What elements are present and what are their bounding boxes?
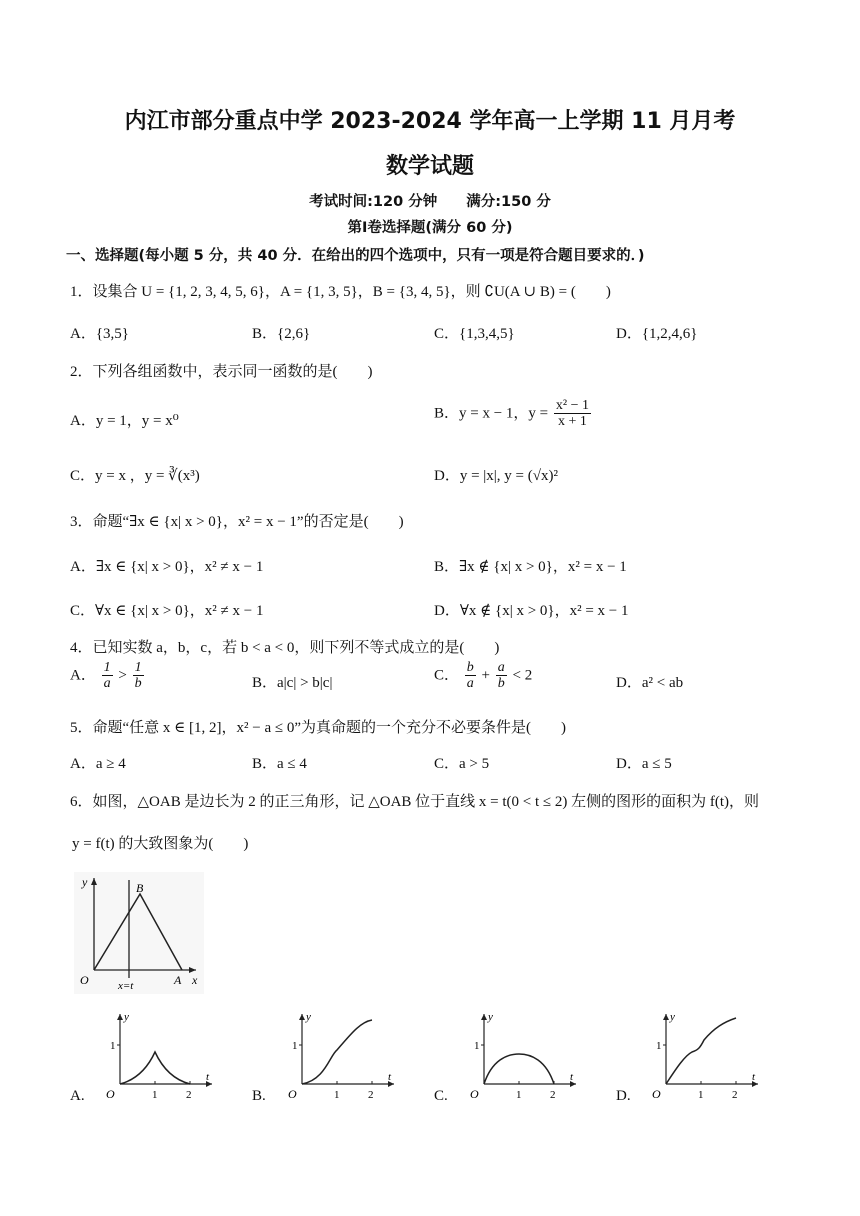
graph-tick-1: 1 bbox=[698, 1089, 704, 1101]
graph-tick-y1: 1 bbox=[474, 1040, 480, 1052]
fraction-denominator: b bbox=[134, 676, 142, 692]
exam-title: 内江市部分重点中学 2023-2024 学年高一上学期 11 月月考 bbox=[124, 109, 736, 134]
q6-option-b-label: B. bbox=[252, 1088, 266, 1104]
q1-option-c: C．{1,3,4,5} bbox=[434, 326, 515, 342]
q5-option-a: A．a ≥ 4 bbox=[70, 756, 126, 772]
fraction-denominator: a bbox=[466, 676, 474, 692]
q6-graph-a[interactable] bbox=[98, 1010, 218, 1106]
fraction-numerator: b bbox=[466, 660, 474, 675]
graph-tick-y1: 1 bbox=[656, 1040, 662, 1052]
exam-time-score: 考试时间:120 分钟 满分:150 分 bbox=[309, 194, 551, 210]
q1-option-d: D．{1,2,4,6} bbox=[616, 326, 698, 342]
fig-line-label: x=t bbox=[118, 980, 134, 992]
question-1: 1．设集合 U = {1, 2, 3, 4, 5, 6}，A = {1, 3, 5}，B = {3, 4, 5}，则 ∁U(A ∪ B) = ( ) bbox=[70, 284, 611, 300]
q3-option-c: C．∀x ∈ {x| x > 0}，x² ≠ x − 1 bbox=[70, 603, 264, 619]
graph-t-label: t bbox=[570, 1071, 574, 1083]
fraction-numerator: 1 bbox=[134, 660, 142, 675]
graph-y-label: y bbox=[670, 1011, 675, 1023]
fig-a-label: A bbox=[174, 973, 182, 987]
curve-c bbox=[484, 1054, 554, 1084]
q6-graph-d[interactable] bbox=[644, 1010, 764, 1106]
fraction-denominator: a bbox=[103, 676, 111, 692]
graph-axes bbox=[481, 1014, 576, 1087]
q2-option-c: C．y = x ，y = ∛(x³) bbox=[70, 468, 200, 484]
graph-axes bbox=[663, 1014, 758, 1087]
q6-option-d-label: D. bbox=[616, 1088, 631, 1104]
q4-option-b: B．a|c| > b|c| bbox=[252, 675, 333, 691]
fraction-denominator: x + 1 bbox=[557, 414, 587, 430]
graph-o-label: O bbox=[288, 1087, 297, 1101]
q4-a-operator: > bbox=[118, 667, 127, 684]
graph-tick-y1: 1 bbox=[110, 1040, 116, 1052]
q6-option-c-label: C. bbox=[434, 1088, 448, 1104]
q2-option-a: A．y = 1，y = x⁰ bbox=[70, 413, 179, 429]
graph-tick-1: 1 bbox=[516, 1089, 522, 1101]
q4-c-plus: + bbox=[481, 667, 490, 684]
q1-option-a: A．{3,5} bbox=[70, 326, 129, 342]
graph-axes bbox=[299, 1014, 394, 1087]
q4-c-tail: < 2 bbox=[512, 667, 533, 684]
graph-y-label: y bbox=[306, 1011, 311, 1023]
graph-tick-2: 2 bbox=[186, 1089, 192, 1101]
triangle-figure bbox=[74, 872, 204, 994]
q3-option-d: D．∀x ∉ {x| x > 0}，x² = x − 1 bbox=[434, 603, 629, 619]
graph-t-label: t bbox=[206, 1071, 210, 1083]
section-heading: 一、选择题(每小题 5 分，共 40 分．在给出的四个选项中，只有一项是符合题目要求的．) bbox=[66, 248, 645, 264]
graph-t-label: t bbox=[752, 1071, 756, 1083]
graph-tick-1: 1 bbox=[152, 1089, 158, 1101]
curve-a bbox=[120, 1052, 190, 1084]
curve-b bbox=[302, 1020, 372, 1084]
question-6: 6．如图，△OAB 是边长为 2 的正三角形，记 △OAB 位于直线 x = t(0 < t ≤ 2) 左侧的图形的面积为 f(t)，则 bbox=[70, 794, 760, 810]
q3-option-b: B．∃x ∉ {x| x > 0}，x² = x − 1 bbox=[434, 559, 627, 575]
question-2: 2．下列各组函数中，表示同一函数的是( ) bbox=[70, 364, 373, 380]
fig-o-label: O bbox=[80, 973, 89, 987]
q6-option-graphs bbox=[68, 1010, 818, 1110]
fraction-numerator: a bbox=[497, 660, 505, 675]
q1-option-b: B．{2,6} bbox=[252, 326, 311, 342]
fraction-numerator: x² − 1 bbox=[555, 398, 589, 413]
q6-graph-b[interactable] bbox=[280, 1010, 400, 1106]
q4-c-fraction-2 bbox=[496, 660, 507, 692]
fig-x-label: x bbox=[192, 973, 198, 987]
graph-y-label: y bbox=[488, 1011, 493, 1023]
part-heading: 第Ⅰ卷选择题(满分 60 分) bbox=[347, 220, 513, 236]
graph-t-label: t bbox=[388, 1071, 392, 1083]
q6-graph-c[interactable] bbox=[462, 1010, 582, 1106]
fraction-denominator: b bbox=[497, 676, 505, 692]
q2-option-b-text: B．y = x − 1，y = bbox=[434, 405, 549, 422]
graph-tick-2: 2 bbox=[732, 1089, 738, 1101]
exam-subject: 数学试题 bbox=[385, 154, 474, 179]
question-5: 5．命题“任意 x ∈ [1, 2]，x² − a ≤ 0”为真命题的一个充分不必要条件是( ) bbox=[70, 720, 566, 736]
q2-option-d: D．y = |x|, y = (√x)² bbox=[434, 468, 558, 484]
question-4: 4．已知实数 a，b，c，若 b < a < 0，则下列不等式成立的是( ) bbox=[70, 640, 500, 656]
graph-tick-2: 2 bbox=[550, 1089, 556, 1101]
graph-tick-2: 2 bbox=[368, 1089, 374, 1101]
q4-c-fraction-1 bbox=[465, 660, 476, 692]
q4-option-d: D．a² < ab bbox=[616, 675, 684, 691]
graph-tick-y1: 1 bbox=[292, 1040, 298, 1052]
q4-option-a-label: A． bbox=[70, 667, 96, 684]
q4-option-c-label: C． bbox=[434, 667, 460, 684]
fig-y-label: y bbox=[82, 875, 88, 889]
q2-option-b-fraction bbox=[554, 398, 591, 430]
graph-y-label: y bbox=[124, 1011, 129, 1023]
fig-b-label: B bbox=[136, 881, 144, 895]
q6-option-a-label: A. bbox=[70, 1088, 85, 1104]
graph-o-label: O bbox=[106, 1087, 115, 1101]
q3-option-a: A．∃x ∈ {x| x > 0}，x² ≠ x − 1 bbox=[70, 559, 264, 575]
graph-axes bbox=[117, 1014, 212, 1087]
q4-option-a bbox=[70, 660, 146, 692]
q5-option-c: C．a > 5 bbox=[434, 756, 490, 772]
curve-d bbox=[666, 1018, 736, 1084]
q5-option-d: D．a ≤ 5 bbox=[616, 756, 672, 772]
graph-o-label: O bbox=[470, 1087, 479, 1101]
graph-tick-1: 1 bbox=[334, 1089, 340, 1101]
q2-option-b bbox=[434, 398, 593, 430]
q4-a-fraction-left bbox=[102, 660, 113, 692]
q4-a-fraction-right bbox=[133, 660, 144, 692]
q4-option-c bbox=[434, 660, 532, 692]
q5-option-b: B．a ≤ 4 bbox=[252, 756, 307, 772]
question-6-line2: y = f(t) 的大致图象为( ) bbox=[72, 836, 249, 852]
question-3: 3．命题“∃x ∈ {x| x > 0}，x² = x − 1”的否定是( ) bbox=[70, 514, 404, 530]
graph-o-label: O bbox=[652, 1087, 661, 1101]
fraction-numerator: 1 bbox=[103, 660, 111, 675]
